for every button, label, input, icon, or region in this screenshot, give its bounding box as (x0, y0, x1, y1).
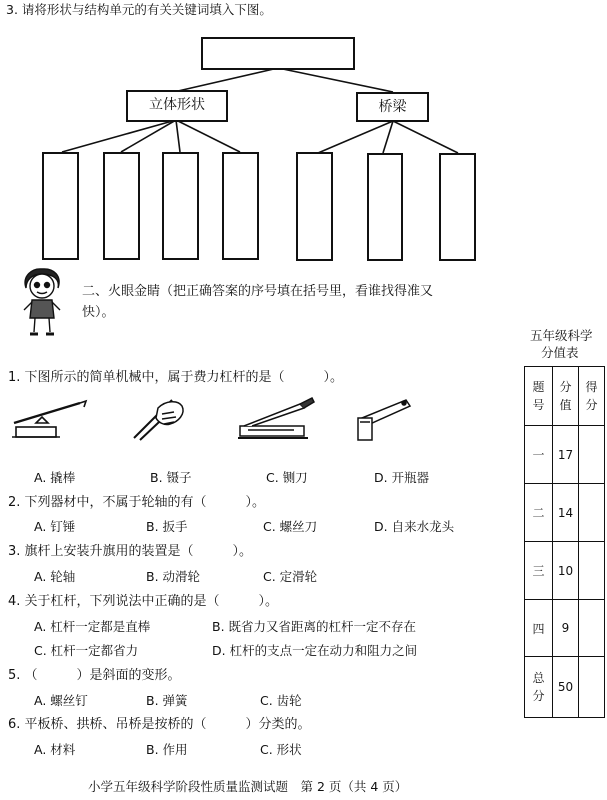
cartoon-kid-icon (18, 266, 66, 338)
score-row-points: 10 (553, 542, 579, 600)
question-6-stem: 6. 平板桥、拱桥、吊桥是按桥的（ ）分类的。 (8, 717, 311, 732)
score-header-score: 得分 (579, 367, 605, 426)
question-4-stem: 4. 关于杠杆，下列说法中正确的是（ ）。 (8, 594, 279, 609)
question-3-option-b[interactable]: B. 动滑轮 (146, 569, 201, 584)
question-6-option-c[interactable]: C. 形状 (260, 742, 302, 757)
question-1-option-b[interactable]: B. 镊子 (150, 470, 192, 485)
score-panel-subtitle: 分值表 (541, 345, 579, 360)
score-table (524, 366, 605, 718)
answer-box-right-1[interactable] (296, 152, 333, 261)
bottle-opener-icon (350, 394, 416, 444)
diagram-top-box[interactable] (201, 37, 355, 70)
score-row-item: 二 (525, 484, 553, 542)
score-row-points: 9 (553, 600, 579, 657)
diagram-box-bridge (356, 92, 429, 122)
question-5-option-a[interactable]: A. 螺丝钉 (34, 693, 88, 708)
guillotine-cutter-icon (234, 396, 318, 444)
score-row-points: 50 (553, 657, 579, 718)
answer-box-right-3[interactable] (439, 153, 476, 261)
question-3-option-c[interactable]: C. 定滑轮 (263, 569, 318, 584)
question-5-option-b[interactable]: B. 弹簧 (146, 693, 188, 708)
section2-title-cont: 快）。 (82, 305, 115, 320)
score-header-item: 题号 (525, 367, 553, 426)
question-4-option-d[interactable]: D. 杠杆的支点一定在动力和阻力之间 (212, 643, 418, 658)
score-row-item: 一 (525, 426, 553, 484)
answer-box-left-2[interactable] (103, 152, 140, 260)
question-6-option-b[interactable]: B. 作用 (146, 742, 188, 757)
score-row-score[interactable] (579, 542, 605, 600)
question-4-option-a[interactable]: A. 杠杆一定都是直棒 (34, 619, 151, 634)
score-row-score[interactable] (579, 426, 605, 484)
score-row-points: 14 (553, 484, 579, 542)
diagram-box-3d-shapes (126, 90, 228, 122)
section3-heading: 3. 请将形状与结构单元的有关关键词填入下图。 (6, 2, 272, 17)
question-5-option-c[interactable]: C. 齿轮 (260, 693, 302, 708)
question-4-option-c[interactable]: C. 杠杆一定都省力 (34, 643, 139, 658)
crowbar-icon (8, 397, 92, 441)
answer-box-left-3[interactable] (162, 152, 199, 260)
tweezers-icon (128, 394, 188, 444)
score-row-score[interactable] (579, 600, 605, 657)
score-row-item: 总分 (525, 657, 553, 718)
question-6-option-a[interactable]: A. 材料 (34, 742, 76, 757)
score-panel-title: 五年级科学 (530, 328, 593, 343)
answer-box-left-1[interactable] (42, 152, 79, 260)
question-5-stem: 5. （ ）是斜面的变形。 (8, 668, 181, 683)
score-row-item: 四 (525, 600, 553, 657)
question-3-stem: 3. 旗杆上安装升旗用的装置是（ ）。 (8, 544, 253, 559)
question-3-option-a[interactable]: A. 轮轴 (34, 569, 76, 584)
question-2-stem: 2. 下列器材中，不属于轮轴的有（ ）。 (8, 495, 266, 510)
score-row-points: 17 (553, 426, 579, 484)
score-row-score[interactable] (579, 484, 605, 542)
question-4-option-b[interactable]: B. 既省力又省距离的杠杆一定不存在 (212, 619, 417, 634)
question-1-stem: 1. 下图所示的简单机械中，属于费力杠杆的是（ ）。 (8, 370, 344, 385)
answer-box-right-2[interactable] (367, 153, 403, 261)
question-1-option-c[interactable]: C. 铡刀 (266, 470, 308, 485)
question-2-option-c[interactable]: C. 螺丝刀 (263, 519, 318, 534)
question-2-option-b[interactable]: B. 扳手 (146, 519, 188, 534)
question-1-option-d[interactable]: D. 开瓶器 (374, 470, 430, 485)
diagram-box-bridge-label: 桥梁 (378, 99, 407, 115)
question-2-option-a[interactable]: A. 钉锤 (34, 519, 76, 534)
score-row-item: 三 (525, 542, 553, 600)
page-footer: 小学五年级科学阶段性质量监测试题 第 2 页（共 4 页） (88, 779, 408, 794)
diagram-box-3d-shapes-label: 立体形状 (149, 97, 205, 113)
answer-box-left-4[interactable] (222, 152, 259, 260)
score-row-score[interactable] (579, 657, 605, 718)
score-header-points: 分值 (553, 367, 579, 426)
question-1-option-a[interactable]: A. 撬棒 (34, 470, 76, 485)
section2-title: 二、火眼金睛（把正确答案的序号填在括号里，看谁找得准又 (82, 284, 434, 299)
question-2-option-d[interactable]: D. 自来水龙头 (374, 519, 455, 534)
